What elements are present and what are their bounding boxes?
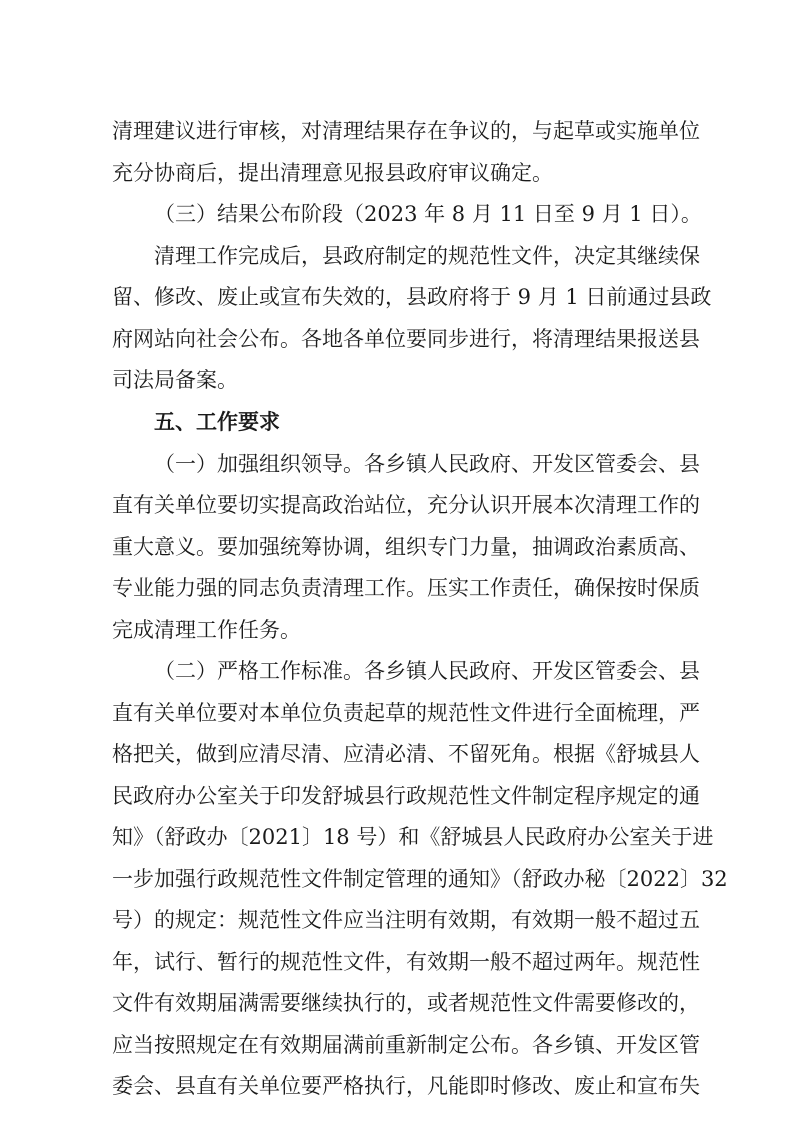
body-line: 充分协商后，提出清理意见报县政府审议确定。	[112, 161, 553, 185]
body-line: 知》（舒政办〔2021〕18 号）和《舒城县人民政府办公室关于进	[112, 825, 714, 849]
body-line: 民政府办公室关于印发舒城县行政规范性文件制定程序规定的通	[112, 784, 700, 808]
body-line: 应当按照规定在有效期届满前重新制定公布。各乡镇、开发区管	[112, 1033, 700, 1057]
body-line: 清理工作完成后，县政府制定的规范性文件，决定其继续保	[154, 244, 700, 268]
section-subheading: （三）结果公布阶段（2023 年 8 月 11 日至 9 月 1 日）。	[154, 202, 702, 226]
body-line: 留、修改、废止或宣布失效的，县政府将于 9 月 1 日前通过县政	[112, 285, 712, 309]
body-line: 号）的规定：规范性文件应当注明有效期，有效期一般不超过五	[112, 908, 700, 932]
body-line: 一步加强行政规范性文件制定管理的通知》（舒政办秘〔2022〕32	[112, 867, 728, 891]
body-line: 专业能力强的同志负责清理工作。压实工作责任，确保按时保质	[112, 576, 700, 600]
body-line: 文件有效期届满需要继续执行的，或者规范性文件需要修改的，	[112, 991, 700, 1015]
body-line: 直有关单位要切实提高政治站位，充分认识开展本次清理工作的	[112, 493, 700, 517]
body-line: 司法局备案。	[112, 368, 238, 392]
body-line: 重大意义。要加强统筹协调，组织专门力量，抽调政治素质高、	[112, 535, 700, 559]
body-line: 清理建议进行审核，对清理结果存在争议的，与起草或实施单位	[112, 119, 700, 143]
body-line: 直有关单位要对本单位负责起草的规范性文件进行全面梳理，严	[112, 701, 700, 725]
section-heading: 五、工作要求	[154, 410, 280, 434]
body-line: 年，试行、暂行的规范性文件，有效期一般不超过两年。规范性	[112, 950, 700, 974]
body-line: 府网站向社会公布。各地各单位要同步进行，将清理结果报送县	[112, 327, 700, 351]
body-line: （二）严格工作标准。各乡镇人民政府、开发区管委会、县	[154, 659, 700, 683]
body-line: 格把关，做到应清尽清、应清必清、不留死角。根据《舒城县人	[112, 742, 700, 766]
body-line: 委会、县直有关单位要严格执行，凡能即时修改、废止和宣布失	[112, 1074, 700, 1098]
body-line: 完成清理工作任务。	[112, 618, 301, 642]
body-line: （一）加强组织领导。各乡镇人民政府、开发区管委会、县	[154, 452, 700, 476]
